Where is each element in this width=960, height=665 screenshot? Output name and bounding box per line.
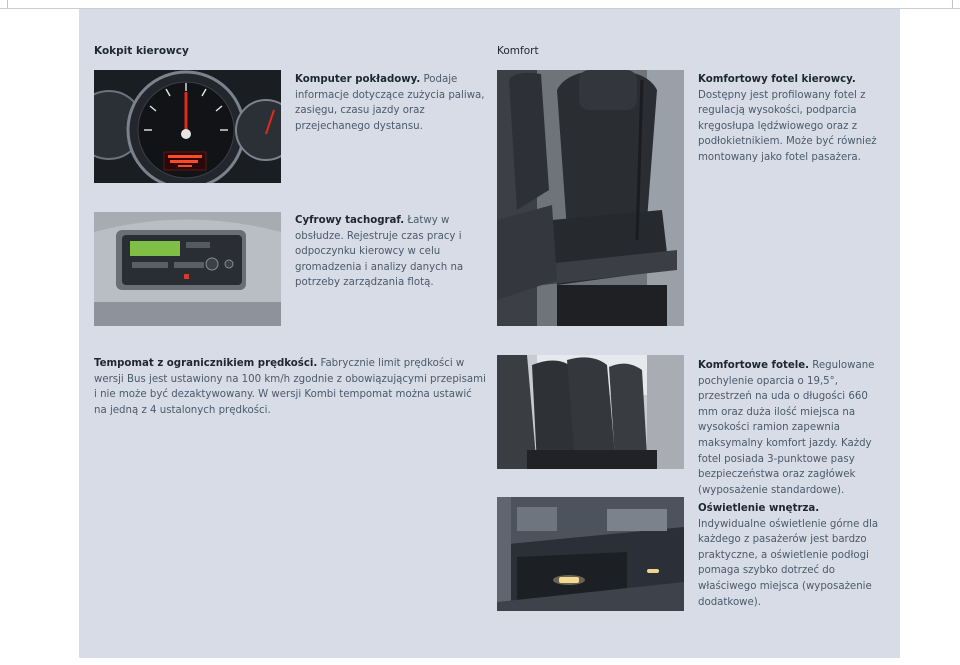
crop-line-top [0,8,960,9]
passenger-seats-photo [497,355,684,469]
crop-mark [7,0,8,8]
crop-area-bottom [0,658,960,665]
lighting-title: Oświetlenie wnętrza. [698,503,820,514]
left-margin [0,0,79,665]
speedometer-photo [94,70,281,183]
driver-seat-title: Komfortowy fotel kierowcy. [698,74,856,85]
seats-description [698,358,890,498]
computer-body: Podaje informacje dotyczące zużycia paliwa, zasięgu, czasu jazdy oraz przejechanego dystansu. [295,74,485,132]
computer-description [295,72,485,134]
seats-title: Komfortowe fotele. [698,360,810,371]
computer-title: Komputer pokładowy. [295,74,421,85]
cruise-control-body: Fabrycznie limit prędkości w wersji Bus jest ustawiony na 100 km/h zgodnie z obowiązującymi przepisami i nie może być dezaktywowany. W wersji Kombi tempomat można ustawić na jedną z 4 ustalonych prędkości. [94,358,486,416]
lighting-body: Indywidualne oświetlenie górne dla każdego z pasażerów jest bardzo praktyczne, a oświetlenie podłogi pomaga szybko dotrzeć do właściwego miejsca (wyposażenie dodatkowe). [698,518,879,608]
cruise-control-description [94,356,486,418]
tachograph-photo [94,212,281,326]
tachograph-title: Cyfrowy tachograf. [295,215,405,226]
interior-lighting-photo [497,497,684,611]
driver-seat-photo [497,70,684,326]
lighting-description [698,501,888,610]
driver-seat-description [698,72,888,166]
tachograph-body: Łatwy w obsłudze. Rejestruje czas pracy i odpoczynku kierowcy w celu gromadzenia i analizy danych na potrzeby zarządzania flotą. [295,215,464,289]
right-margin [900,0,960,665]
crop-mark [952,0,953,8]
comfort-heading: Komfort [497,45,539,57]
cockpit-heading: Kokpit kierowcy [94,45,189,57]
tachograph-description [295,213,483,291]
cruise-control-title: Tempomat z ogranicznikiem prędkości. [94,358,318,369]
seats-body: Regulowane pochylenie oparcia o 19,5°, przestrzeń na uda o długości 660 mm oraz duża ilość miejsca na wysokości ramion zapewnia maksymalny komfort jazdy. Każdy fotel posiada 3-punktowe pasy bezpieczeństwa oraz zagłówek (wyposażenie standardowe). [698,360,875,496]
driver-seat-body: Dostępny jest profilowany fotel z regulacją wysokości, podparcia kręgosłupa lędźwiowego oraz z podłokietnikiem. Może być również montowany jako fotel pasażera. [698,89,877,163]
